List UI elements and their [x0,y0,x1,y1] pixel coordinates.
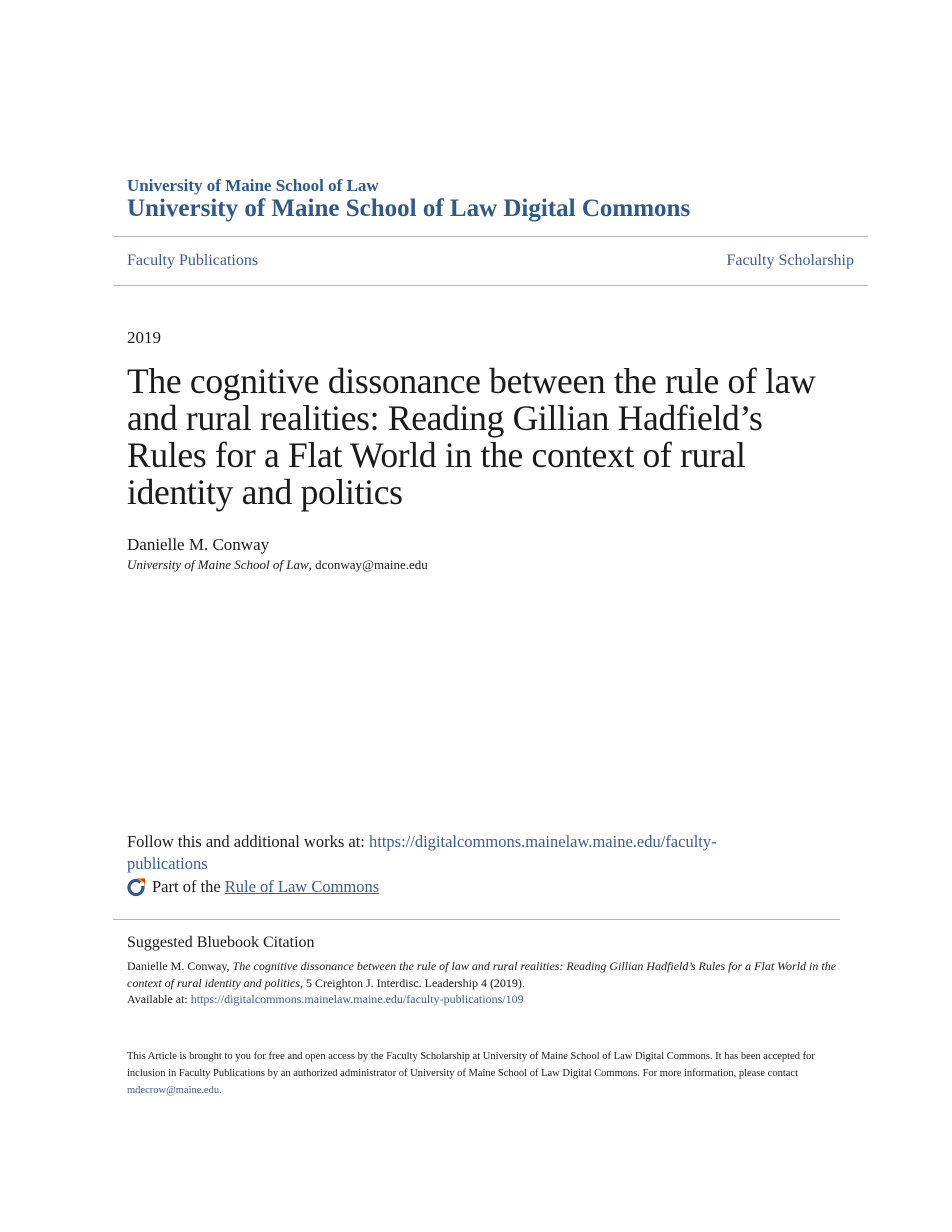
access-notice [127,1048,827,1099]
citation-body [127,958,837,1008]
citation-author: Danielle M. Conway, [127,959,233,973]
article-title: The cognitive dissonance between the rule of law and rural realities: Reading Gillian Hadfield’s Rules for a Flat World in the context of rural identity and politics [127,361,816,512]
bepress-commons-network-icon [127,877,147,897]
institution-link[interactable]: University of Maine School of Law [127,176,379,195]
rule-of-law-commons-link[interactable]: Rule of Law Commons [224,877,380,896]
repository-link[interactable]: University of Maine School of Law Digital Commons [127,195,691,222]
faculty-scholarship-link[interactable]: Faculty Scholarship [726,252,854,269]
follow-url-link[interactable]: https://digitalcommons.mainelaw.maine.edu/faculty-publications [127,832,717,873]
part-of-commons [127,877,379,897]
author-affiliation [127,557,428,573]
access-notice-text: This Article is brought to you for free and open access by the Faculty Scholarship at University of Maine School of Law Digital Commons. It has been accepted for inclusion in Faculty Publications by an authorized administrator of University of Maine School of Law Digital Commons. For more information, please contact [127,1051,815,1079]
citation-source: , 5 Creighton J. Interdisc. Leadership 4 (2019). [299,975,525,990]
author-email: dconway@maine.edu [315,557,428,572]
follow-label: Follow this and additional works at: [127,832,369,851]
faculty-publications-link[interactable]: Faculty Publications [127,252,259,269]
affiliation-separator: , [308,557,316,572]
contact-email-link[interactable]: mdecrow@maine.edu [127,1085,220,1096]
publication-year: 2019 [127,328,161,347]
citation-title: The cognitive dissonance between the rule of law and rural realities: Reading Gillian Hadfield’s Rules for a Flat World in the context of rural identity and politics [127,959,837,990]
divider [113,919,840,920]
affiliation-name: University of Maine School of Law [127,557,309,572]
divider [113,285,868,286]
citation-available-label: Available at: [127,992,191,1006]
citation-heading: Suggested Bluebook Citation [127,934,315,951]
citation-url-link[interactable]: https://digitalcommons.mainelaw.maine.edu/faculty-publications/109 [190,992,524,1006]
access-notice-end: . [219,1085,222,1096]
follow-works [127,831,777,875]
divider [113,236,868,237]
article-author: Danielle M. Conway [127,535,270,554]
part-of-label: Part of the [152,877,221,896]
